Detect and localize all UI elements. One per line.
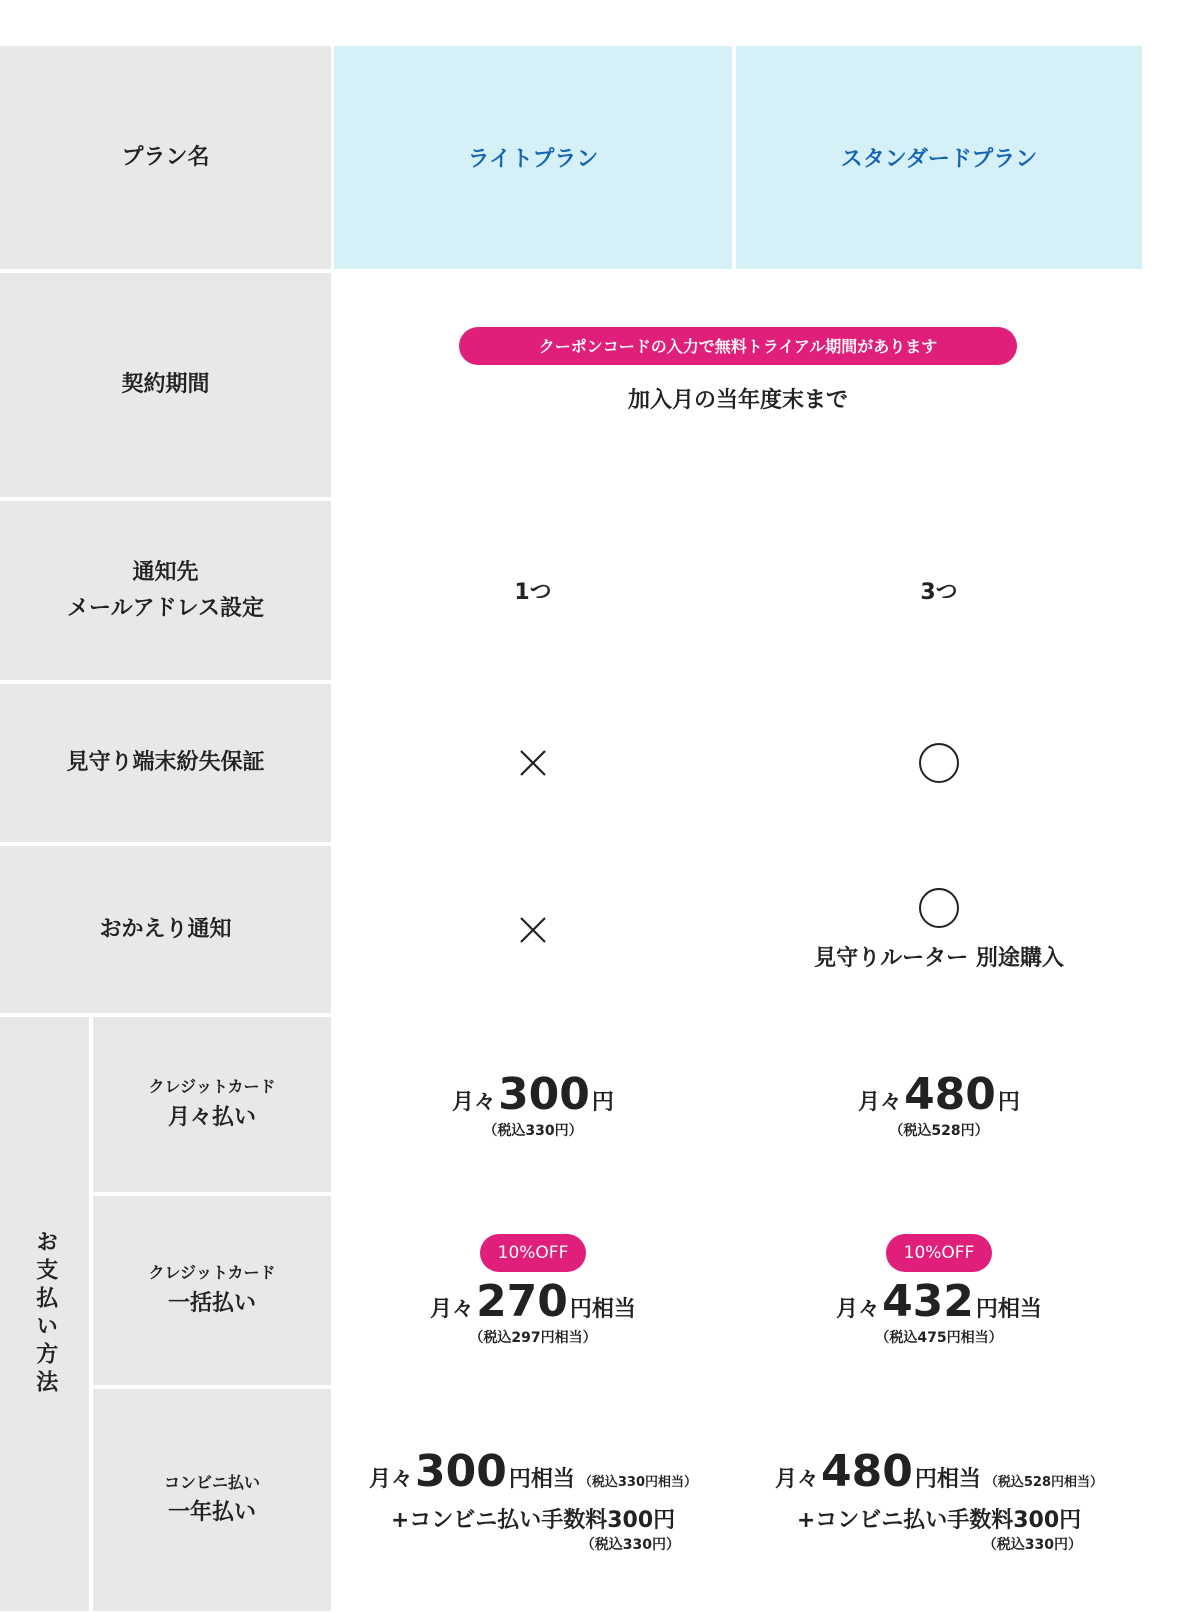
standard-plan-header: [736, 46, 1142, 269]
price-suffix: 円相当: [569, 1297, 636, 1322]
lump-standard-price: [836, 1276, 1042, 1327]
guarantee-light-cell: [334, 684, 732, 842]
return-notice-label-cell: [0, 846, 331, 1013]
return-notice-light-cell: [334, 846, 732, 1013]
email-label-line2: メールアドレス設定: [67, 595, 264, 621]
monthly-light-tax: （税込330円）: [483, 1123, 583, 1139]
guarantee-label-cell: [0, 684, 331, 842]
lump-standard-tax: （税込475円相当）: [875, 1330, 1003, 1346]
light-plan-header: [334, 46, 732, 269]
lump-light-tax: （税込297円相当）: [469, 1330, 597, 1346]
convenience-standard-price: [775, 1446, 1103, 1497]
price-amount: 432: [882, 1276, 974, 1327]
convenience-standard-fee-tax: （税込330円）: [982, 1537, 1082, 1553]
standard-plan-title: スタンダードプラン: [840, 147, 1038, 172]
contract-label: 契約期間: [121, 372, 210, 398]
contract-label-cell: [0, 273, 331, 497]
price-amount: 270: [476, 1276, 568, 1327]
email-standard-value: 3つ: [920, 580, 958, 605]
monthly-standard-cell: [736, 1017, 1142, 1192]
convenience-light-fee: +コンビニ払い手数料300円: [390, 1508, 676, 1533]
email-light-value: 1つ: [514, 580, 552, 605]
monthly-standard-tax: （税込528円）: [889, 1123, 989, 1139]
circle-icon: [918, 742, 960, 784]
lump-label-line1: クレジットカード: [148, 1263, 276, 1283]
cross-icon: [518, 748, 548, 778]
price-prefix: 月々: [452, 1090, 497, 1115]
router-purchase-note: 見守りルーター 別途購入: [814, 946, 1064, 971]
monthly-label-line1: クレジットカード: [148, 1077, 276, 1097]
email-light-cell: [334, 501, 732, 680]
contract-period-value: 加入月の当年度末まで: [627, 387, 848, 413]
monthly-label-cell: [93, 1017, 331, 1192]
price-prefix: 月々: [368, 1467, 413, 1492]
price-tax-inline: （税込528円相当）: [984, 1475, 1104, 1490]
circle-icon: [918, 887, 960, 929]
price-suffix: 円相当: [508, 1467, 575, 1492]
price-amount: 480: [821, 1446, 913, 1497]
email-standard-cell: [736, 501, 1142, 680]
monthly-label-line2: 月々払い: [167, 1104, 256, 1130]
payment-group-label: お支払い方法: [32, 1230, 58, 1398]
price-suffix: 円: [591, 1090, 614, 1115]
return-notice-standard-cell: [736, 846, 1142, 1013]
lump-label-line2: 一括払い: [167, 1290, 256, 1316]
plan-name-label: プラン名: [121, 144, 210, 170]
convenience-label-line2: 一年払い: [167, 1500, 256, 1526]
email-label-line1: 通知先: [132, 560, 199, 586]
price-suffix: 円相当: [975, 1297, 1042, 1322]
guarantee-label: 見守り端末紛失保証: [66, 750, 265, 776]
discount-badge: 10%OFF: [480, 1234, 586, 1272]
price-prefix: 月々: [858, 1090, 903, 1115]
cross-icon: [518, 915, 548, 945]
price-prefix: 月々: [774, 1467, 819, 1492]
discount-badge: 10%OFF: [886, 1234, 992, 1272]
price-amount: 300: [415, 1446, 507, 1497]
lump-standard-cell: [736, 1196, 1142, 1385]
monthly-light-price: [452, 1069, 614, 1120]
price-prefix: 月々: [836, 1297, 881, 1322]
convenience-light-price: [369, 1446, 697, 1497]
convenience-standard-fee: +コンビニ払い手数料300円: [796, 1508, 1082, 1533]
return-notice-label: おかえり通知: [99, 916, 232, 942]
monthly-standard-price: [858, 1069, 1020, 1120]
contract-value-cell: [334, 273, 1142, 497]
price-tax-inline: （税込330円相当）: [578, 1475, 698, 1490]
price-suffix: 円: [997, 1090, 1020, 1115]
convenience-standard-cell: [736, 1389, 1142, 1611]
price-suffix: 円相当: [914, 1467, 981, 1492]
trial-coupon-badge: クーポンコードの入力で無料トライアル期間があります: [459, 327, 1017, 365]
light-plan-title: ライトプラン: [467, 147, 599, 172]
payment-group-label-cell: [0, 1017, 89, 1611]
convenience-label-line1: コンビニ払い: [163, 1472, 260, 1492]
plan-name-label-cell: [0, 46, 331, 269]
price-prefix: 月々: [430, 1297, 475, 1322]
convenience-label-cell: [93, 1389, 331, 1611]
lump-label-cell: [93, 1196, 331, 1385]
monthly-light-cell: [334, 1017, 732, 1192]
guarantee-standard-cell: [736, 684, 1142, 842]
convenience-light-cell: [334, 1389, 732, 1611]
convenience-light-fee-tax: （税込330円）: [580, 1537, 680, 1553]
price-amount: 480: [904, 1069, 996, 1120]
lump-light-cell: [334, 1196, 732, 1385]
lump-light-price: [430, 1276, 636, 1327]
price-amount: 300: [498, 1069, 590, 1120]
email-label-cell: [0, 501, 331, 680]
